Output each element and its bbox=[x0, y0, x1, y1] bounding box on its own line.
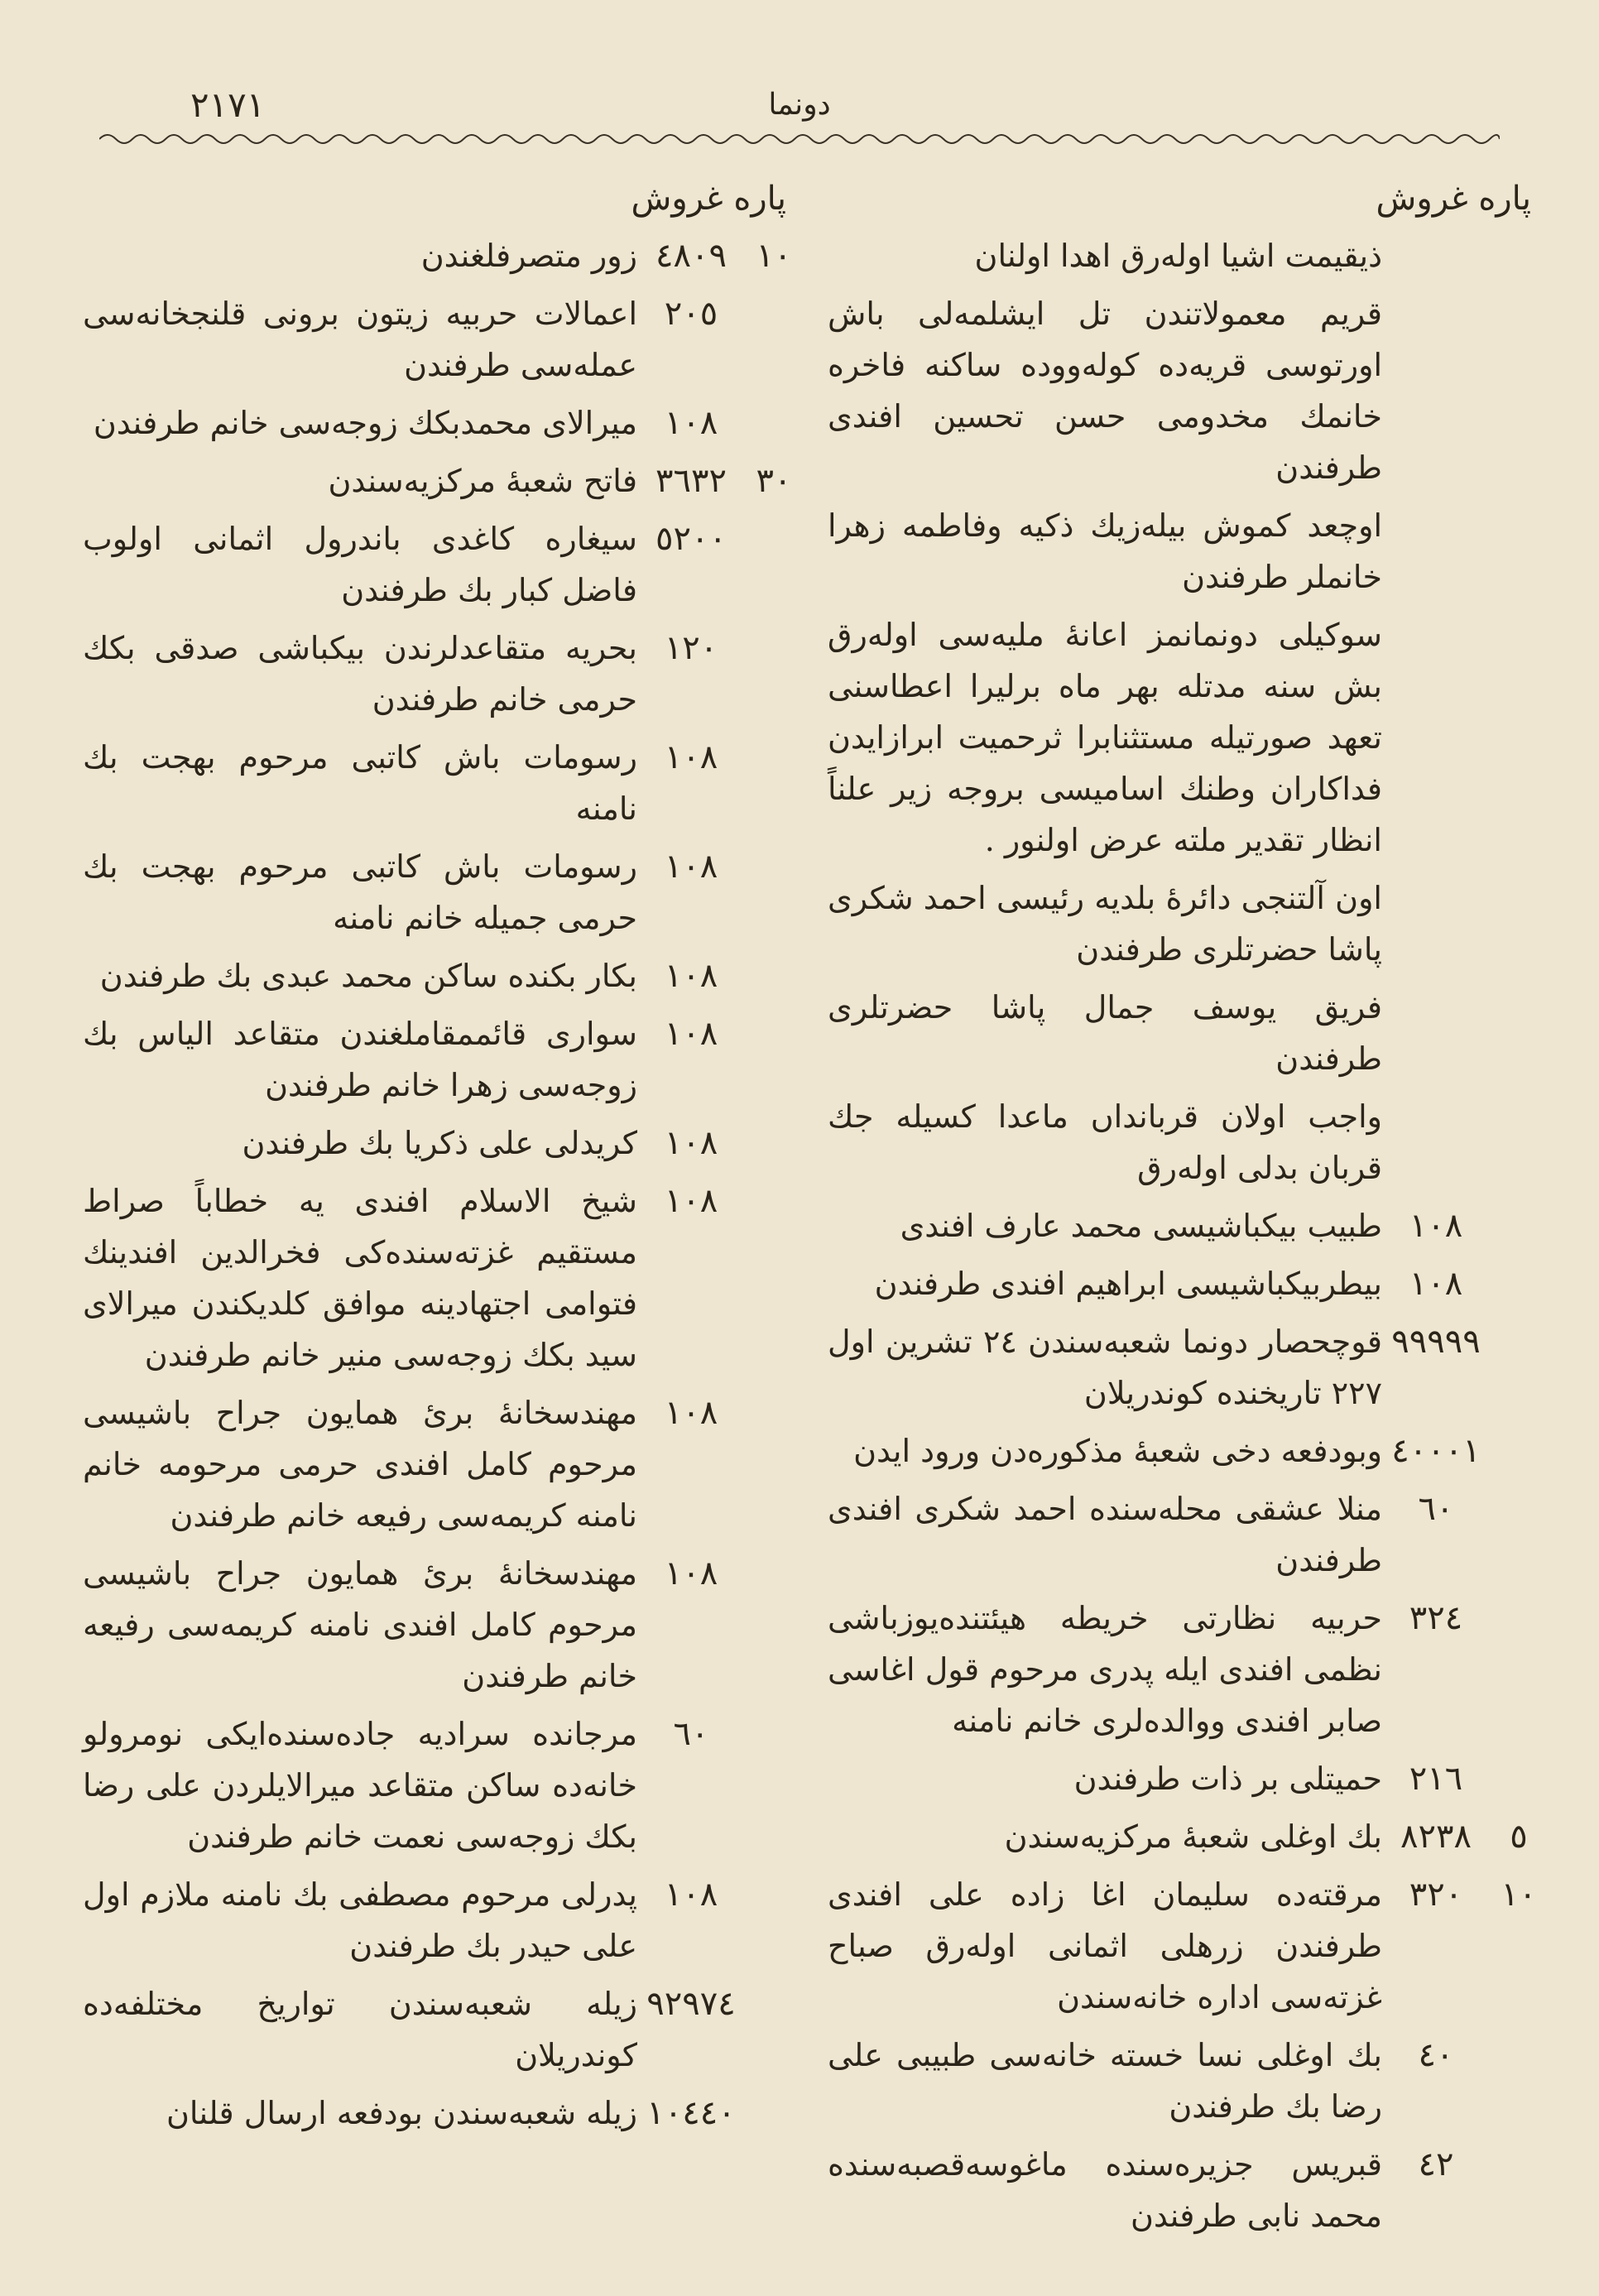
entry-description: بك اوغلی نسا خسته خانەسی طبیبی علی رضا بك طرفندن bbox=[828, 2037, 1382, 2125]
entry-row bbox=[819, 872, 1548, 975]
entry-description: کریدلی علی ذکریا بك طرفندن bbox=[242, 1125, 637, 1161]
entry-qurush: ١٠٨ bbox=[664, 957, 718, 995]
column-left bbox=[74, 174, 803, 2139]
entry-qurush: ٢١٦ bbox=[1409, 1760, 1463, 1798]
entry-row bbox=[74, 1869, 803, 1972]
entry-description: زیله شعبەسندن بودفعه ارسال قلنان bbox=[166, 2095, 637, 2131]
page-title: دونما bbox=[768, 88, 831, 122]
entry-qurush: ٢٠٥ bbox=[664, 295, 718, 333]
entry-description: شیخ الاسلام افندی یه خطاباً صراط مستقیم غزتەسندەکی فخرالدين افندينك فتوامی اجتهادينه موافق کلديکندن ميرالای سيد بكك زوجەسی منير خانم طرفندن bbox=[83, 1183, 637, 1373]
entry-row bbox=[74, 732, 803, 834]
entry-qurush: ١٠٤٤٠ bbox=[646, 2094, 736, 2132]
entry-qurush: ٥٢٠٠ bbox=[655, 520, 727, 558]
entry-qurush: ١٠٨ bbox=[1409, 1265, 1463, 1303]
entry-row bbox=[819, 2029, 1548, 2132]
entry-row bbox=[819, 1316, 1548, 1419]
entry-qurush: ١٠٨ bbox=[664, 1554, 718, 1592]
column-header-right: پاره غروش bbox=[1376, 180, 1531, 218]
entry-row bbox=[74, 1175, 803, 1381]
entry-description: واجب اولان قربانداں ماعدا کسیله جك قربان بدلی اولەرق bbox=[828, 1098, 1382, 1186]
entry-row bbox=[74, 1978, 803, 2081]
entry-description: قبریس جزیرەسندە ماغوسەقصبەسندە محمد نابی طرفندن bbox=[828, 2146, 1382, 2234]
entry-row bbox=[819, 609, 1548, 866]
entry-qurush: ١٢٠ bbox=[664, 629, 718, 667]
entry-row bbox=[74, 1008, 803, 1111]
entry-row bbox=[819, 1592, 1548, 1746]
entry-description: پدرلی مرحوم مصطفی بك نامنه ملازم اول علی حيدر بك طرفندن bbox=[83, 1876, 637, 1964]
entry-para: ٥ bbox=[1510, 1818, 1528, 1856]
entry-description: حربیه نظارتی خريطه هيئتندەيوزباشی نظمی افندی ایله پدری مرحوم قول اغاسی صابر افندی ووالدەلری خانم نامنه bbox=[828, 1600, 1382, 1739]
entry-qurush: ١٠٨ bbox=[664, 1876, 718, 1914]
entry-row bbox=[819, 1425, 1548, 1477]
entry-description: طبیب بیکباشیسی محمد عارف افندی bbox=[900, 1208, 1382, 1244]
entry-row bbox=[819, 1258, 1548, 1309]
entry-qurush: ١٠٨ bbox=[1409, 1207, 1463, 1245]
page-header bbox=[99, 50, 1500, 141]
entry-row bbox=[819, 1483, 1548, 1586]
entry-qurush: ١٠٨ bbox=[664, 1015, 718, 1053]
entry-description: مرجانده سرادیه جادەسندەایکی نومرولو خانەده ساکن متقاعد ميرالايلردن علی رضا بكك زوجەسی نعمت خانم طرفندن bbox=[83, 1716, 637, 1855]
entry-row bbox=[74, 2087, 803, 2139]
entry-qurush: ٣٦٣٢ bbox=[655, 462, 727, 500]
entry-description: سوکیلی دونمانمز اعانهٔ ملیەسی اولەرق بش سنه مدتله بهر ماه برلیرا اعطاسنی تعهد صورتیله مستثنابرا ثرحمیت ابرازايدن فداکاران وطنك اساميسی بروجه زير علناً انظار تقدیر ملته عرض اولنور . bbox=[828, 617, 1382, 858]
entry-description: بحریه متقاعدلرندن بیکباشی صدقی بكك حرمی خانم طرفندن bbox=[83, 630, 637, 718]
entry-description: بكار بکنده ساکن محمد عبدی بك طرفندن bbox=[99, 958, 637, 994]
entry-qurush: ٤٠٠٠١ bbox=[1391, 1432, 1481, 1470]
entry-row bbox=[819, 230, 1548, 281]
entry-description: ذیقیمت اشیا اولەرق اهدا اولنان bbox=[974, 238, 1382, 274]
column-header-left: پاره غروش bbox=[631, 180, 786, 218]
entry-row bbox=[819, 2139, 1548, 2241]
entry-description: مهندسخانهٔ بریٔ همایون جراح باشیسی مرحوم کامل افندی نامنه کریمەسی رفیعه خانم طرفندن bbox=[83, 1555, 637, 1694]
entry-row bbox=[74, 950, 803, 1001]
entry-description: منلا عشقی محلەسندە احمد شکری افندی طرفندن bbox=[828, 1491, 1382, 1578]
entry-qurush: ٣٢٠ bbox=[1409, 1876, 1463, 1914]
entry-qurush: ٩٢٩٧٤ bbox=[646, 1985, 736, 2023]
entry-description: قوچحصار دونما شعبەسندن ٢٤ تشرين اول ٢٢٧ تاریخندە کوندریلان bbox=[828, 1323, 1382, 1411]
entry-description: حميتلی بر ذات طرفندن bbox=[1073, 1760, 1382, 1797]
entry-qurush: ١٠٨ bbox=[664, 404, 718, 442]
entry-description: ميرالای محمدبكك زوجەسی خانم طرفندن bbox=[93, 405, 637, 441]
entry-qurush: ١٠٨ bbox=[664, 848, 718, 886]
entry-row bbox=[74, 397, 803, 449]
entry-qurush: ٦٠ bbox=[673, 1715, 709, 1753]
entry-description: زور متصرفلغندن bbox=[420, 238, 637, 274]
entry-qurush: ٨٢٣٨ bbox=[1400, 1818, 1472, 1856]
entry-row bbox=[74, 455, 803, 507]
entry-qurush: ٦٠ bbox=[1418, 1490, 1454, 1528]
entry-row bbox=[74, 1117, 803, 1169]
entry-qurush: ١٠٨ bbox=[664, 1124, 718, 1162]
entry-description: فاتح شعبهٔ مرکزیەسندن bbox=[328, 463, 637, 499]
entry-row bbox=[74, 1708, 803, 1862]
entry-row bbox=[74, 230, 803, 281]
page-number: ٢١٧١ bbox=[190, 84, 266, 125]
entry-qurush: ١٠٨ bbox=[664, 1394, 718, 1432]
entry-qurush: ١٠٨ bbox=[664, 738, 718, 776]
entry-row bbox=[819, 1869, 1548, 2023]
entry-row bbox=[819, 1753, 1548, 1804]
entry-description: زیله شعبەسندن تواریخ مختلفەده کوندریلان bbox=[83, 1986, 637, 2073]
entry-description: اون آلتنجی دائرهٔ بلدیه رئیسی احمد شکری پاشا حضرتلری طرفندن bbox=[828, 880, 1382, 968]
entry-para: ٣٠ bbox=[756, 462, 792, 500]
entry-row bbox=[74, 513, 803, 616]
entry-row bbox=[74, 288, 803, 391]
entry-qurush: ٩٩٩٩٩ bbox=[1391, 1323, 1481, 1361]
entry-row bbox=[819, 500, 1548, 603]
entry-description: بك اوغلی شعبهٔ مرکزیەسندن bbox=[1004, 1818, 1382, 1855]
entry-row bbox=[74, 1387, 803, 1541]
entry-description: قريم معمولاتندن تل ايشلمەلی باش اورتوسی قریەدە کولەووده ساکنه فاخره خانمك مخدومی حسن تحسين افندی طرفندن bbox=[828, 295, 1382, 486]
entry-description: اوچعد کموش بیلەزیك ذکیه وفاطمه زهرا خانملر طرفندن bbox=[828, 507, 1382, 595]
entry-description: وبودفعه دخی شعبهٔ مذکورەدن ورود ايدن bbox=[853, 1433, 1382, 1469]
entry-row bbox=[74, 841, 803, 944]
entry-row bbox=[74, 1548, 803, 1702]
entry-row bbox=[74, 622, 803, 725]
entry-row bbox=[819, 1091, 1548, 1194]
entry-row bbox=[819, 1811, 1548, 1862]
entry-description: سیغاره کاغدی باندرول اثمانی اولوب فاضل کبار بك طرفندن bbox=[83, 521, 637, 608]
entry-row bbox=[819, 288, 1548, 493]
entry-description: مهندسخانهٔ بریٔ همایون جراح باشیسی مرحوم کامل افندی حرمی مرحومه خانم نامنه کریمەسی رفیعه خانم طرفندن bbox=[83, 1395, 637, 1534]
entry-description: اعمالات حربیه زيتون برونی قلنجخانەسی عملەسی طرفندن bbox=[83, 295, 637, 383]
entry-qurush: ٤٨٠٩ bbox=[655, 237, 727, 275]
entries-right bbox=[819, 230, 1548, 2241]
wavy-divider bbox=[99, 129, 1500, 149]
entry-row bbox=[819, 1200, 1548, 1251]
entry-qurush: ٣٢٤ bbox=[1409, 1599, 1463, 1637]
entry-description: رسومات باش کاتبی مرحوم بهجت بك نامنه bbox=[83, 739, 637, 827]
entry-description: بیطربیکباشیسی ابراهیم افندی طرفندن bbox=[874, 1266, 1382, 1302]
entry-para: ١٠ bbox=[756, 237, 792, 275]
entry-qurush: ٤٠ bbox=[1418, 2036, 1454, 2074]
entry-qurush: ٤٢ bbox=[1418, 2145, 1454, 2183]
entry-row bbox=[819, 982, 1548, 1084]
entry-description: فريق يوسف جمال پاشا حضرتلری طرفندن bbox=[828, 989, 1382, 1077]
entry-para: ١٠ bbox=[1501, 1876, 1537, 1914]
entry-description: مرقتەدە سلیمان اغا زاده علی افندی طرفندن زرهلی اثمانی اولەرق صباح غزتەسی اداره خانەسندن bbox=[828, 1876, 1382, 2015]
entries-left bbox=[74, 230, 803, 2139]
column-right bbox=[819, 174, 1548, 2241]
entry-qurush: ١٠٨ bbox=[664, 1182, 718, 1220]
entry-description: سواری قائممقاملغندن متقاعد الیاس بك زوجەسی زهرا خانم طرفندن bbox=[83, 1016, 637, 1103]
entry-description: رسومات باش کاتبی مرحوم بهجت بك حرمی جمیله خانم نامنه bbox=[83, 848, 637, 936]
